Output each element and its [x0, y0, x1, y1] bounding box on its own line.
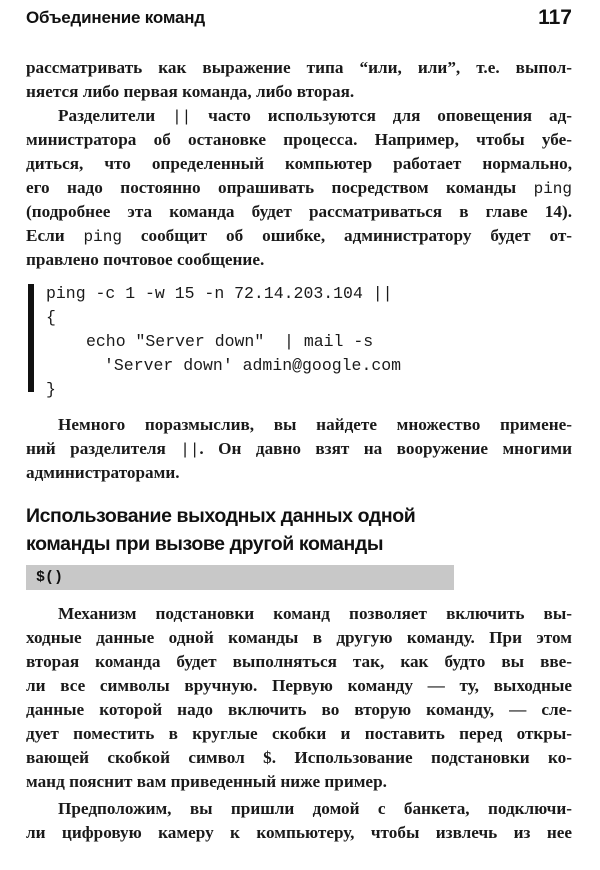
code-line-2: { [46, 308, 56, 327]
para2-line3: диться, что определенный компьютер работает нормально, [26, 154, 572, 173]
para4-line7: вающей скобкой символ $. Использование подстановки ко- [26, 748, 572, 767]
inline-code-or-operator: || [180, 441, 200, 459]
para5-line1: Предположим, вы пришли домой с банкета, подключи- [58, 799, 572, 818]
para3-line1: Немного поразмыслив, вы найдете множество примене- [58, 415, 572, 434]
para4-line5: данные которой надо включить во вторую команду, — сле- [26, 700, 572, 719]
para2-line1-text-b: часто используются для оповещения ад- [191, 106, 572, 125]
para2-line5: (подробнее эта команда будет рассматриваться в главе 14). [26, 202, 572, 221]
para1-line2: няется либо первая команда, либо вторая. [26, 82, 355, 101]
section-title-line2: команды при вызове другой команды [26, 533, 384, 555]
syntax-box [26, 565, 454, 590]
para2-line6 [26, 224, 572, 248]
para3-line3: администраторами. [26, 463, 180, 482]
para2-line1-text-a: Разделители [58, 106, 173, 125]
para5-line2: ли цифровую камеру к компьютеру, чтобы извлечь из нее [26, 823, 572, 842]
para4-line2: ходные данные одной команды в другую команду. При этом [26, 628, 572, 647]
code-line-1: ping -c 1 -w 15 -n 72.14.203.104 || [46, 284, 393, 303]
para4-line4: ли все символы вручную. Первую команду — ту, выходные [26, 676, 572, 695]
inline-code-ping: ping [83, 228, 122, 246]
para2-line4-text: его надо постоянно опрашивать посредством команды [26, 178, 534, 197]
page-number: 117 [538, 6, 572, 29]
para2-line6-text-b: сообщит об ошибке, администратору будет от- [121, 226, 572, 245]
para2-line1 [26, 104, 572, 128]
inline-code-ping: ping [533, 180, 572, 198]
inline-code-or-operator: || [172, 108, 192, 126]
para3-line2 [26, 437, 572, 461]
para3-line2-text-a: ний разделителя [26, 439, 181, 458]
section-title-line1: Использование выходных данных одной [26, 505, 416, 527]
para4-line8: манд пояснит вам приведенный ниже пример. [26, 772, 387, 791]
code-line-3: echo "Server down" | mail -s [86, 332, 374, 351]
page-header [26, 6, 572, 34]
para1-line1: рассматривать как выражение типа “или, или”, т.е. выпол- [26, 58, 572, 77]
para3-line2-text-b: . Он давно взят на вооружение многими [199, 439, 572, 458]
code-line-5: } [46, 380, 56, 399]
running-head: Объединение команд [26, 8, 205, 27]
syntax-command-substitution: $() [36, 569, 64, 586]
para2-line2: министратора об остановке процесса. Например, чтобы убе- [26, 130, 572, 149]
para2-line7: правлено почтовое сообщение. [26, 250, 265, 269]
code-block-bar [28, 284, 34, 392]
para4-line3: вторая команда будет выполняться так, как будто вы вве- [26, 652, 572, 671]
para4-line1: Механизм подстановки команд позволяет включить вы- [58, 604, 572, 623]
para4-line6: дует поместить в круглые скобки и поставить перед откры- [26, 724, 572, 743]
para2-line6-text-a: Если [26, 226, 84, 245]
para2-line4 [26, 176, 572, 200]
code-line-4: 'Server down' admin@google.com [104, 356, 402, 375]
